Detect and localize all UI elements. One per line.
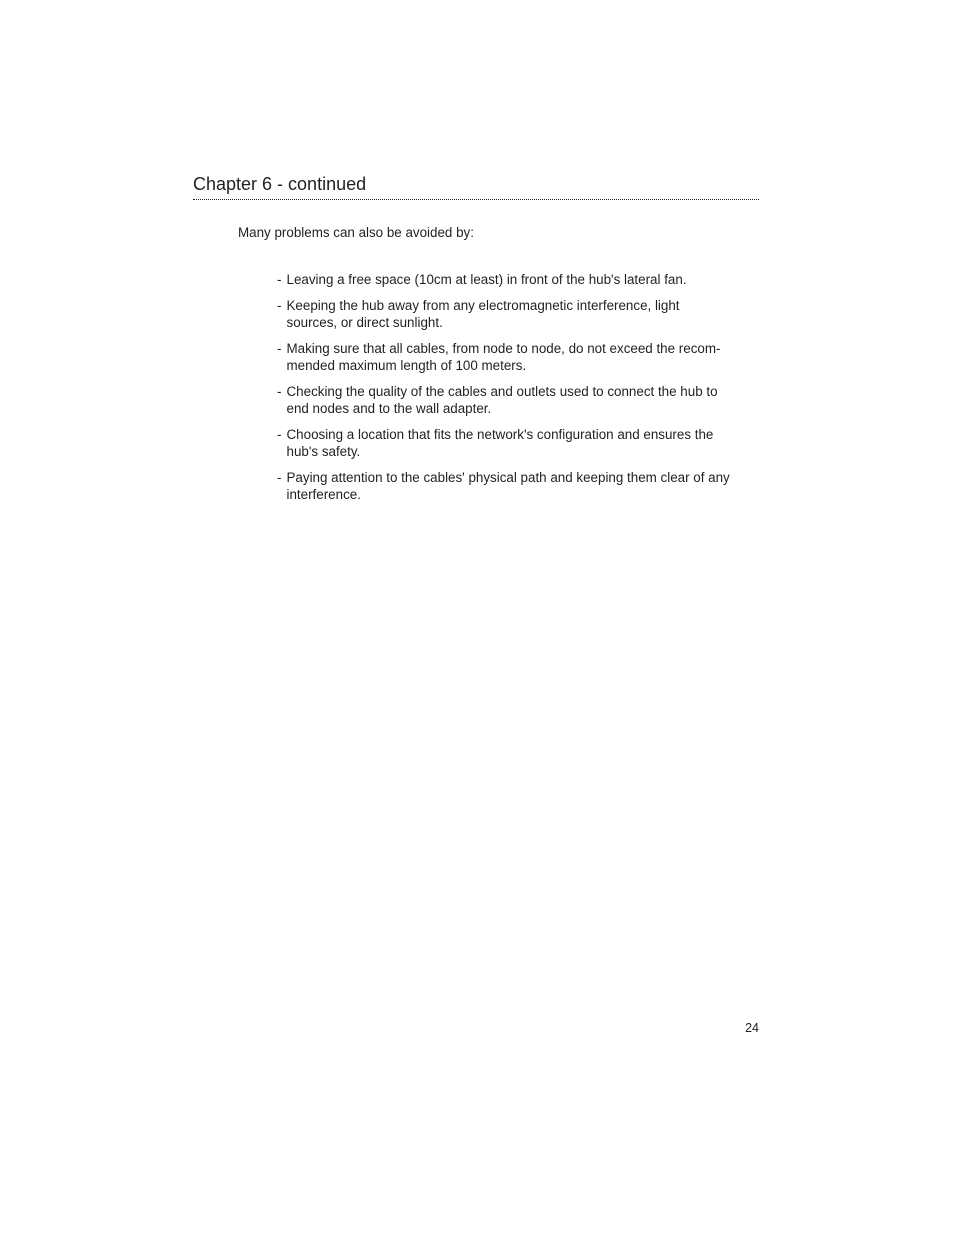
list-item-text: Leaving a free space (10cm at least) in front of the hub's lateral fan. xyxy=(286,272,687,287)
list-item-text: Making sure that all cables, from node to node, do not exceed the recom- mended maximum length of 100 meters. xyxy=(286,341,721,373)
bullet-dash: - xyxy=(277,470,282,485)
bullet-dash: - xyxy=(277,384,282,399)
intro-paragraph: Many problems can also be avoided by: xyxy=(238,225,474,240)
bullet-dash: - xyxy=(277,298,282,313)
list-item-text: Choosing a location that fits the network's configuration and ensures the hub's safety. xyxy=(286,427,714,459)
list-item xyxy=(277,469,763,503)
tips-list xyxy=(277,271,763,512)
list-item xyxy=(277,426,763,460)
page-number: 24 xyxy=(745,1021,759,1035)
bullet-dash: - xyxy=(277,341,282,356)
bullet-dash: - xyxy=(277,427,282,442)
page-title: Chapter 6 - continued xyxy=(193,174,367,194)
list-item-text: Paying attention to the cables' physical path and keeping them clear of any interference. xyxy=(286,470,730,502)
list-item xyxy=(277,383,763,417)
list-item-text: Checking the quality of the cables and outlets used to connect the hub to end nodes and to the wall adapter. xyxy=(286,384,718,416)
list-item xyxy=(277,340,763,374)
list-item-text: Keeping the hub away from any electromagnetic interference, light sources, or direct sunlight. xyxy=(286,298,680,330)
bullet-dash: - xyxy=(277,272,282,287)
list-item xyxy=(277,271,763,288)
list-item xyxy=(277,297,763,331)
title-dotted-rule xyxy=(193,199,759,200)
